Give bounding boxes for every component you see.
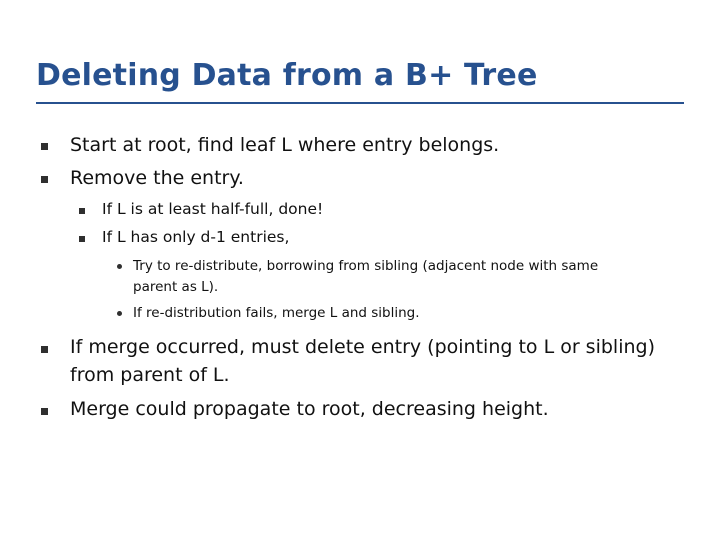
square-bullet-icon (79, 236, 85, 242)
square-bullet-icon (41, 143, 48, 150)
square-bullet-icon (79, 208, 85, 214)
dot-bullet-icon (117, 311, 122, 316)
slide-title: Deleting Data from a B+ Tree (36, 58, 538, 93)
square-bullet-icon (41, 408, 48, 415)
bullet-merge-occurred-line1: If merge occurred, must delete entry (pointing to L or sibling) (70, 336, 655, 358)
square-bullet-icon (41, 346, 48, 353)
square-bullet-icon (41, 176, 48, 183)
bullet-merge-propagate: Merge could propagate to root, decreasing height. (70, 398, 549, 420)
dot-bullet-icon (117, 264, 122, 269)
bullet-merge-occurred-line2: from parent of L. (70, 364, 230, 386)
bullet-redistribute-line1: Try to re-distribute, borrowing from sibling (adjacent node with same (133, 258, 599, 274)
bullet-redistribute-line2: parent as L). (133, 279, 219, 295)
title-underline (36, 102, 684, 104)
bullet-d-minus-1-entries: If L has only d-1 entries, (102, 228, 290, 246)
bullet-remove-entry: Remove the entry. (70, 167, 244, 189)
bullet-start-at-root: Start at root, find leaf L where entry belongs. (70, 134, 500, 156)
bullet-half-full-done: If L is at least half-full, done! (102, 200, 324, 218)
bullet-redistribution-fails: If re-distribution fails, merge L and sibling. (133, 305, 420, 321)
